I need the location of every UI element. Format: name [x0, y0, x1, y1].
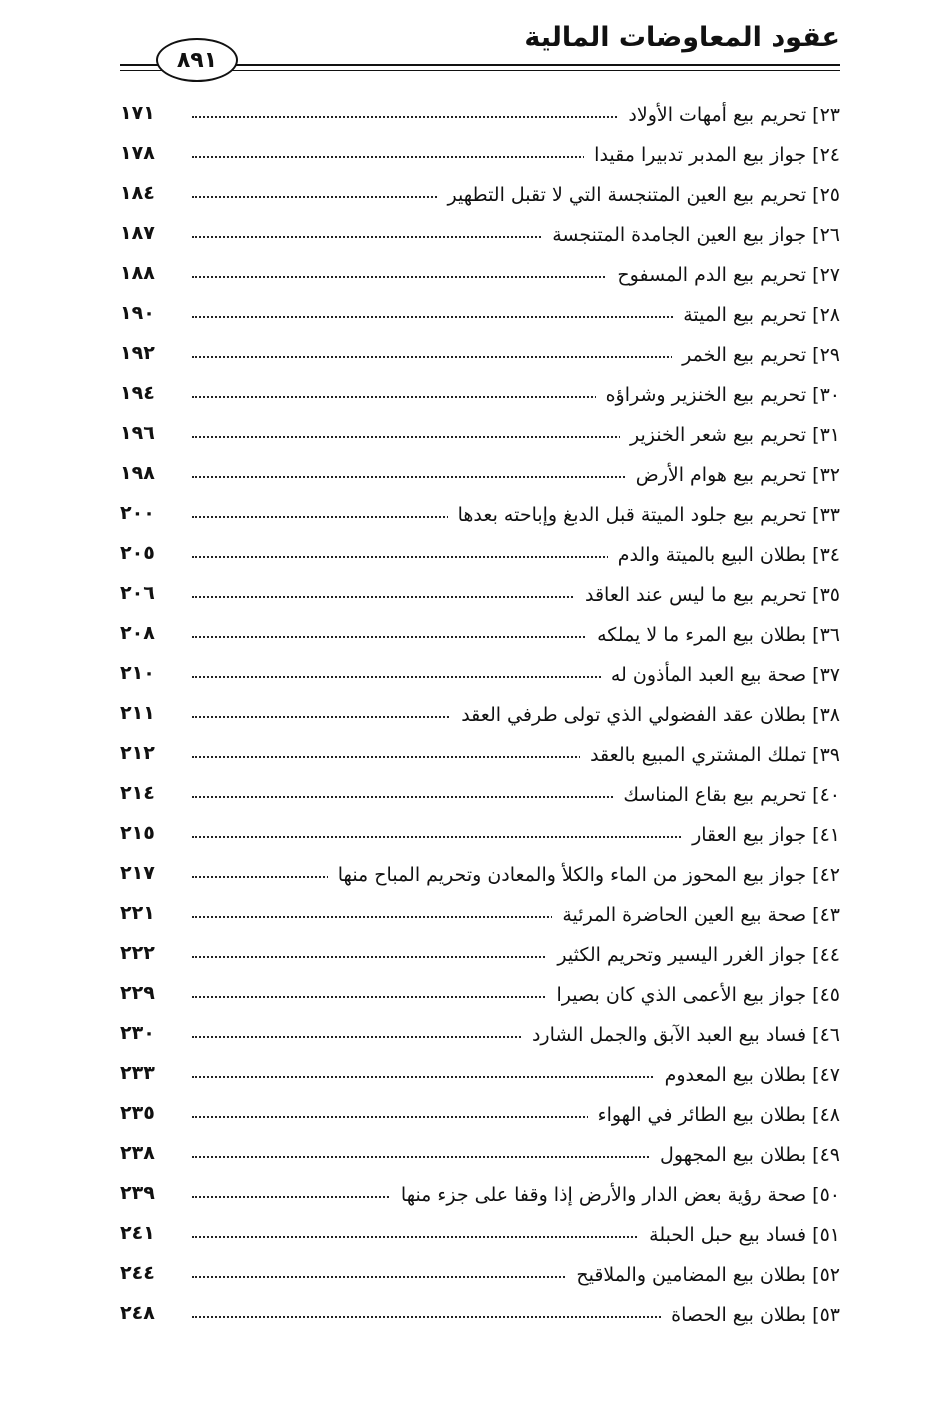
toc-entry — [120, 780, 840, 820]
toc-entry-heading — [547, 984, 840, 1006]
toc-entry-page: ٢٤٨ — [120, 1302, 155, 1324]
toc-entry-page: ٢١٧ — [120, 862, 155, 884]
toc-entry-page: ٢٢٩ — [120, 982, 155, 1004]
toc-entry-number: ٤٤] — [812, 944, 840, 966]
toc-entry-page: ٢٠٠ — [120, 502, 155, 524]
toc-entry-title: تملك المشتري المبيع بالعقد — [590, 744, 807, 766]
toc-entry — [120, 340, 840, 380]
toc-entry-number: ٣٩] — [812, 744, 840, 766]
toc-entry — [120, 100, 840, 140]
toc-entry — [120, 820, 840, 860]
toc-entry — [120, 420, 840, 460]
toc-entry-page: ٢١٥ — [120, 822, 155, 844]
toc-entry-title: تحريم بيع الميتة — [683, 304, 807, 326]
toc-entry-heading — [620, 424, 840, 446]
toc-entry-number: ٢٤] — [812, 144, 840, 166]
toc-entry-page: ٢١٤ — [120, 782, 155, 804]
toc-entry — [120, 580, 840, 620]
toc-entry-heading — [566, 1264, 840, 1286]
toc-entry-heading — [451, 704, 840, 726]
toc-entry-title: تحريم بيع أمهات الأولاد — [628, 104, 807, 126]
toc-entry-number: ٤٩] — [812, 1144, 840, 1166]
toc-entry-page: ٢٣٨ — [120, 1142, 155, 1164]
toc-entry-number: ٢٨] — [812, 304, 840, 326]
toc-entry-number: ٤٦] — [812, 1024, 840, 1046]
toc-entry-title: تحريم بيع الدم المسفوح — [617, 264, 807, 286]
toc-entry — [120, 140, 840, 180]
toc-entry-page: ٢٤٤ — [120, 1262, 155, 1284]
toc-entry-number: ٤١] — [812, 824, 840, 846]
toc-entry-page: ١٨٧ — [120, 222, 155, 244]
toc-entry-number: ٥٣] — [812, 1304, 840, 1326]
toc-entry-page: ١٩٢ — [120, 342, 155, 364]
toc-entry-heading — [639, 1224, 840, 1246]
toc-entry-title: تحريم بيع ما ليس عند العاقد — [584, 584, 807, 606]
toc-entry — [120, 220, 840, 260]
toc-entry-number: ٣٧] — [812, 664, 840, 686]
toc-entry-number: ٣٦] — [812, 624, 840, 646]
toc-entry-number: ٣١] — [812, 424, 840, 446]
toc-entry-page: ٢٣٥ — [120, 1102, 155, 1124]
toc-entry-heading — [522, 1024, 840, 1046]
toc-entry-heading — [618, 104, 840, 126]
toc-entry-page: ١٨٤ — [120, 182, 155, 204]
toc-entry-number: ٣٤] — [812, 544, 840, 566]
toc-entry-number: ٥٠] — [812, 1184, 840, 1206]
toc-entry — [120, 900, 840, 940]
toc-entry — [120, 700, 840, 740]
toc-entry-heading — [328, 864, 840, 886]
toc-entry — [120, 260, 840, 300]
toc-entry-heading — [391, 1184, 840, 1206]
toc-entry-page: ٢٠٥ — [120, 542, 155, 564]
toc-entry-number: ٢٥] — [812, 184, 840, 206]
toc-entry-heading — [587, 624, 840, 646]
toc-entry — [120, 380, 840, 420]
toc-entry-number: ٣٨] — [812, 704, 840, 726]
toc-entry-page: ٢٤١ — [120, 1222, 155, 1244]
toc-entry-title: بطلان بيع المعدوم — [664, 1064, 807, 1086]
toc-entry-number: ٤٧] — [812, 1064, 840, 1086]
toc-entry-page: ٢٣٩ — [120, 1182, 155, 1204]
toc-entry-title: جواز بيع العقار — [692, 824, 807, 846]
toc-entry-page: ١٩٤ — [120, 382, 155, 404]
toc-entry-title: بطلان البيع بالميتة والدم — [617, 544, 807, 566]
toc-entry-heading — [547, 944, 840, 966]
toc-entry-heading — [596, 384, 840, 406]
toc-entry — [120, 1300, 840, 1340]
toc-entry-title: صحة بيع العبد المأذون له — [610, 664, 807, 686]
toc-entry-page: ٢١١ — [120, 702, 155, 724]
toc-entry — [120, 1100, 840, 1140]
page-number: ٨٩١ — [156, 38, 238, 82]
toc-entry-page: ٢٠٦ — [120, 582, 155, 604]
toc-entry-heading — [575, 584, 840, 606]
toc-entry-heading — [655, 1064, 840, 1086]
toc-entry-number: ٣٣] — [812, 504, 840, 526]
toc-entry-title: فساد بيع حبل الحبلة — [649, 1224, 807, 1246]
toc-entry-title: جواز بيع المدبر تدبيرا مقيدا — [594, 144, 807, 166]
toc-entry-title: بطلان بيع الحصاة — [671, 1304, 807, 1326]
toc-entry-title: فساد بيع العبد الآبق والجمل الشارد — [531, 1024, 807, 1046]
toc-entry-page: ١٨٨ — [120, 262, 155, 284]
toc-entry-title: بطلان بيع المضامين والملاقيح — [576, 1264, 807, 1286]
toc-entry — [120, 460, 840, 500]
toc-entry — [120, 1140, 840, 1180]
toc-entry-title: بطلان عقد الفضولي الذي تولى طرفي العقد — [461, 704, 807, 726]
toc-entry-number: ٤٨] — [812, 1104, 840, 1126]
toc-entry-number: ٣٠] — [812, 384, 840, 406]
toc-entry-title: بطلان بيع الطائر في الهواء — [597, 1104, 807, 1126]
toc-entry-page: ١٧٨ — [120, 142, 155, 164]
toc-entry-page: ١٩٨ — [120, 462, 155, 484]
toc-entry-page: ٢٠٨ — [120, 622, 155, 644]
toc-entry-number: ٤٢] — [812, 864, 840, 886]
toc-entry-title: تحريم بيع بقاع المناسك — [623, 784, 807, 806]
toc-entry-page: ٢١٠ — [120, 662, 155, 684]
toc-entry-heading — [580, 744, 840, 766]
toc-entry-title: تحريم بيع جلود الميتة قبل الدبغ وإباحته بعدها — [457, 504, 807, 526]
toc-entry-title: تحريم بيع شعر الخنزير — [629, 424, 807, 446]
toc-entry-heading — [626, 464, 840, 486]
toc-entry — [120, 740, 840, 780]
toc-entry-title: تحريم بيع الخمر — [682, 344, 807, 366]
toc-entry — [120, 940, 840, 980]
toc-entry — [120, 1060, 840, 1100]
toc-entry-number: ٢٦] — [812, 224, 840, 246]
toc-entry-heading — [588, 1104, 840, 1126]
toc-entry-heading — [542, 224, 840, 246]
toc-entry-page: ٢١٢ — [120, 742, 155, 764]
toc-entry-number: ٢٧] — [812, 264, 840, 286]
book-title: عقود المعاوضات المالية — [524, 22, 840, 53]
toc-entry-heading — [608, 544, 840, 566]
toc-entry — [120, 980, 840, 1020]
toc-entry — [120, 180, 840, 220]
toc-entry-title: تحريم بيع الخنزير وشراؤه — [605, 384, 807, 406]
toc-entry-number: ٥١] — [812, 1224, 840, 1246]
table-of-contents — [120, 100, 840, 1340]
toc-entry-page: ١٩٠ — [120, 302, 155, 324]
toc-entry-title: صحة بيع العين الحاضرة المرئية — [562, 904, 807, 926]
toc-entry-title: جواز بيع الأعمى الذي كان بصيرا — [556, 984, 807, 1006]
toc-entry — [120, 1220, 840, 1260]
toc-entry-number: ٢٩] — [812, 344, 840, 366]
toc-entry — [120, 860, 840, 900]
toc-entry — [120, 1020, 840, 1060]
toc-entry-title: صحة رؤية بعض الدار والأرض إذا وقفا على جزء منها — [400, 1184, 807, 1206]
toc-entry-page: ١٧١ — [120, 102, 155, 124]
toc-entry-heading — [673, 304, 840, 326]
toc-entry-page: ٢٢١ — [120, 902, 155, 924]
toc-entry-number: ٣٥] — [812, 584, 840, 606]
toc-entry — [120, 1180, 840, 1220]
toc-entry-heading — [552, 904, 840, 926]
toc-entry-title: بطلان بيع المجهول — [660, 1144, 807, 1166]
toc-entry-number: ٣٢] — [812, 464, 840, 486]
toc-entry-page: ٢٣٣ — [120, 1062, 155, 1084]
toc-entry-number: ٤٣] — [812, 904, 840, 926]
toc-entry-title: جواز الغرر اليسير وتحريم الكثير — [557, 944, 807, 966]
toc-entry-heading — [607, 264, 840, 286]
toc-entry-title: جواز بيع المحوز من الماء والكلأ والمعادن وتحريم المباح منها — [337, 864, 807, 886]
toc-entry-heading — [438, 184, 840, 206]
toc-entry-heading — [672, 344, 840, 366]
toc-entry-title: بطلان بيع المرء ما لا يملكه — [597, 624, 807, 646]
toc-entry-title: جواز بيع العين الجامدة المتنجسة — [552, 224, 807, 246]
toc-entry-heading — [613, 784, 840, 806]
toc-entry-page: ١٩٦ — [120, 422, 155, 444]
toc-entry — [120, 540, 840, 580]
toc-entry-number: ٤٠] — [812, 784, 840, 806]
toc-entry-number: ٤٥] — [812, 984, 840, 1006]
toc-entry-heading — [448, 504, 840, 526]
toc-entry — [120, 500, 840, 540]
toc-entry-heading — [601, 664, 840, 686]
toc-entry-heading — [661, 1304, 840, 1326]
toc-entry-heading — [650, 1144, 840, 1166]
toc-entry-title: تحريم بيع العين المتنجسة التي لا تقبل التطهير — [447, 184, 807, 206]
running-header — [120, 22, 840, 74]
toc-entry-number: ٥٢] — [812, 1264, 840, 1286]
toc-entry — [120, 300, 840, 340]
toc-entry-page: ٢٢٢ — [120, 942, 155, 964]
toc-entry — [120, 1260, 840, 1300]
toc-entry — [120, 660, 840, 700]
toc-entry-number: ٢٣] — [812, 104, 840, 126]
toc-entry — [120, 620, 840, 660]
toc-entry-title: تحريم بيع هوام الأرض — [635, 464, 807, 486]
toc-entry-heading — [682, 824, 840, 846]
toc-entry-page: ٢٣٠ — [120, 1022, 155, 1044]
toc-entry-heading — [584, 144, 840, 166]
